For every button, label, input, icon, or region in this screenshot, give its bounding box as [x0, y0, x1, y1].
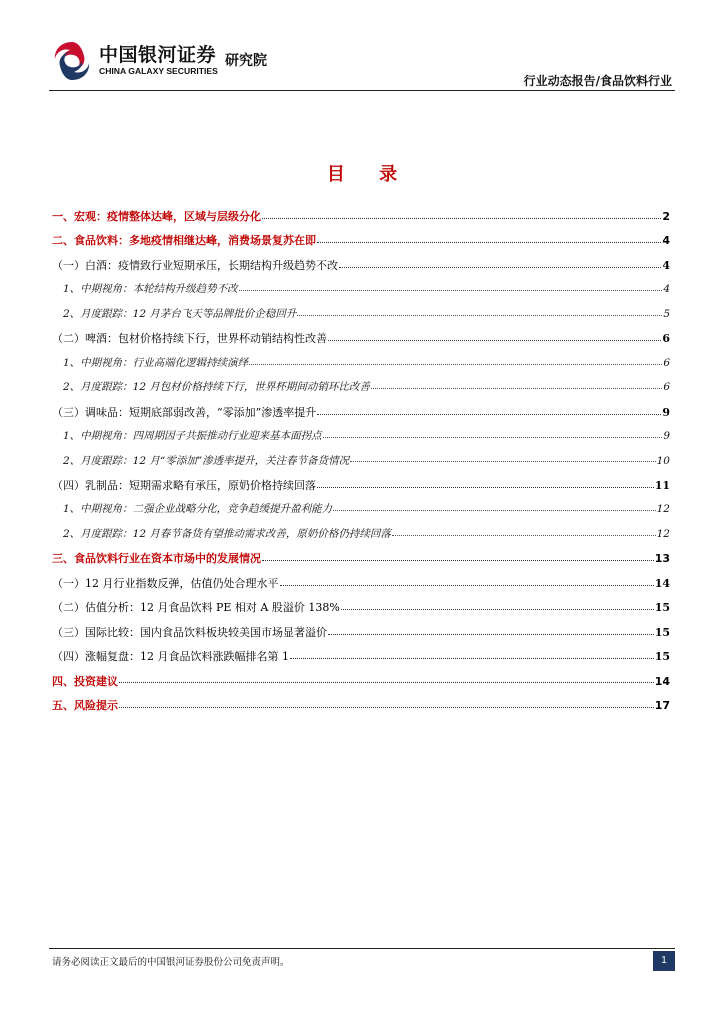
toc-entry-label: （四）乳制品：短期需求略有承压，原奶价格持续回落	[52, 478, 316, 492]
toc-dot-leader	[280, 578, 654, 586]
toc-entry-label: 一、宏观：疫情整体达峰，区域与层级分化	[52, 210, 261, 223]
toc-entry-label: （一）12 月行业指数反弹，估值仍处合理水平	[52, 576, 279, 590]
page-number-badge: 1	[653, 951, 675, 971]
company-logo	[49, 38, 289, 84]
toc-dot-leader	[262, 211, 661, 219]
toc-entry-label: 2、月度跟踪：12 月“零添加”渗透率提升，关注春节备货情况	[63, 454, 350, 467]
toc-dot-leader	[297, 308, 662, 315]
toc-entry-label: 1、中期视角：行业高端化逻辑持续演绎	[63, 356, 249, 369]
brand-institute: 研究院	[225, 53, 267, 69]
toc-entry-label: （三）调味品：短期底部弱改善，“零添加”渗透率提升	[52, 405, 317, 419]
disclaimer-note: 请务必阅读正文最后的中国银河证券股份公司免责声明。	[52, 957, 290, 968]
toc-entry[interactable]	[52, 281, 670, 299]
toc-entry[interactable]	[52, 428, 670, 446]
toc-dot-leader	[371, 382, 662, 389]
toc-entry-page: 9	[663, 430, 670, 443]
toc-entry-page: 9	[662, 405, 670, 419]
toc-entry[interactable]	[52, 306, 670, 324]
toc-entry[interactable]	[52, 257, 670, 275]
toc-entry[interactable]	[52, 404, 670, 422]
toc-entry[interactable]	[52, 599, 670, 617]
toc-entry-page: 4	[662, 258, 670, 272]
toc-entry-page: 6	[662, 332, 670, 346]
toc-dot-leader	[392, 529, 656, 536]
toc-entry-label: 五、风险提示	[52, 699, 118, 712]
toc-dot-leader	[350, 455, 656, 462]
toc-dot-leader	[339, 260, 661, 268]
toc-dot-leader	[239, 284, 663, 291]
toc-entry-label: （二）啤酒：包材价格持续下行，世界杯动销结构性改善	[52, 332, 327, 346]
toc-entry-label: 四、投资建议	[52, 674, 118, 688]
toc-dot-leader	[119, 700, 654, 708]
toc-entry[interactable]	[52, 330, 670, 348]
footer-divider	[49, 948, 675, 949]
toc-entry-label: 2、月度跟踪：12 月春节备货有望推动需求改善，原奶价格仍持续回落	[63, 527, 391, 540]
toc-entry-page: 4	[662, 234, 670, 248]
brand-english-name: CHINA GALAXY SECURITIES	[99, 66, 218, 76]
toc-entry-page: 15	[654, 625, 670, 639]
toc-entry-label: 1、中期视角：二强企业战略分化，竞争趋缓提升盈利能力	[63, 503, 333, 516]
toc-dot-leader	[317, 236, 661, 244]
toc-entry-label: （三）国际比较：国内食品饮料板块较美国市场显著溢价	[52, 625, 327, 639]
toc-entry[interactable]	[52, 575, 670, 593]
toc-entry[interactable]	[52, 526, 670, 544]
toc-entry[interactable]	[52, 477, 670, 495]
toc-entry[interactable]	[52, 624, 670, 642]
toc-entry-label: 2、月度跟踪：12 月茅台飞天等品牌批价企稳回升	[63, 307, 297, 320]
toc-entry-label: 二、食品饮料：多地疫情相继达峰，消费场景复苏在即	[52, 234, 316, 248]
toc-dot-leader	[323, 431, 663, 438]
toc-dot-leader	[328, 627, 654, 635]
toc-title: 目 录	[326, 164, 412, 185]
toc-entry-label: （一）白酒：疫情致行业短期承压，长期结构升级趋势不改	[52, 258, 338, 272]
galaxy-logo-icon	[49, 38, 95, 84]
toc-entry-page: 5	[663, 307, 670, 320]
toc-entry-page: 6	[663, 356, 670, 369]
toc-dot-leader	[290, 651, 654, 659]
toc-dot-leader	[317, 480, 654, 488]
toc-entry[interactable]	[52, 453, 670, 471]
toc-entry-label: （四）涨幅复盘：12 月食品饮料涨跌幅排名第 1	[52, 650, 289, 664]
toc-dot-leader	[119, 676, 654, 684]
toc-dot-leader	[317, 407, 661, 415]
toc-entry[interactable]	[52, 648, 670, 666]
toc-entry-page: 14	[654, 576, 670, 590]
toc-entry-label: 2、月度跟踪：12 月包材价格持续下行，世界杯期间动销环比改善	[63, 381, 370, 394]
toc-entry[interactable]	[52, 501, 670, 519]
toc-entry[interactable]	[52, 550, 670, 568]
toc-entry-page: 17	[654, 699, 670, 712]
toc-entry-page: 11	[654, 478, 670, 492]
report-type-label: 行业动态报告/食品饮料行业	[523, 74, 672, 88]
toc-entry[interactable]	[52, 673, 670, 691]
toc-entry-page: 4	[663, 283, 670, 296]
toc-dot-leader	[249, 357, 662, 364]
toc-entry-label: （二）估值分析：12 月食品饮料 PE 相对 A 股溢价 138%	[52, 601, 340, 615]
toc-entry-page: 12	[656, 527, 670, 540]
toc-entry[interactable]	[52, 355, 670, 373]
toc-entry-page: 2	[662, 210, 670, 223]
toc-entry-page: 15	[654, 601, 670, 615]
toc-entry-label: 1、中期视角：本轮结构升级趋势不改	[63, 283, 238, 296]
toc-dot-leader	[328, 334, 661, 342]
toc-entry-page: 12	[656, 503, 670, 516]
toc-entry-page: 10	[656, 454, 670, 467]
toc-entry-page: 15	[654, 650, 670, 664]
toc-dot-leader	[333, 504, 655, 511]
toc-dot-leader	[341, 603, 654, 611]
toc-entry-label: 1、中期视角：四周期因子共振推动行业迎来基本面拐点	[63, 430, 322, 443]
toc-entry[interactable]	[52, 208, 670, 226]
toc-dot-leader	[262, 554, 654, 562]
toc-entry[interactable]	[52, 697, 670, 715]
toc-entry-page: 6	[663, 381, 670, 394]
toc-entry-label: 三、食品饮料行业在资本市场中的发展情况	[52, 552, 261, 566]
header-divider	[49, 90, 675, 91]
toc-entry[interactable]	[52, 232, 670, 250]
toc-entry-page: 14	[654, 674, 670, 688]
brand-chinese-name: 中国银河证券	[99, 44, 217, 66]
toc-entry[interactable]	[52, 379, 670, 397]
toc-entry-page: 13	[654, 552, 670, 566]
